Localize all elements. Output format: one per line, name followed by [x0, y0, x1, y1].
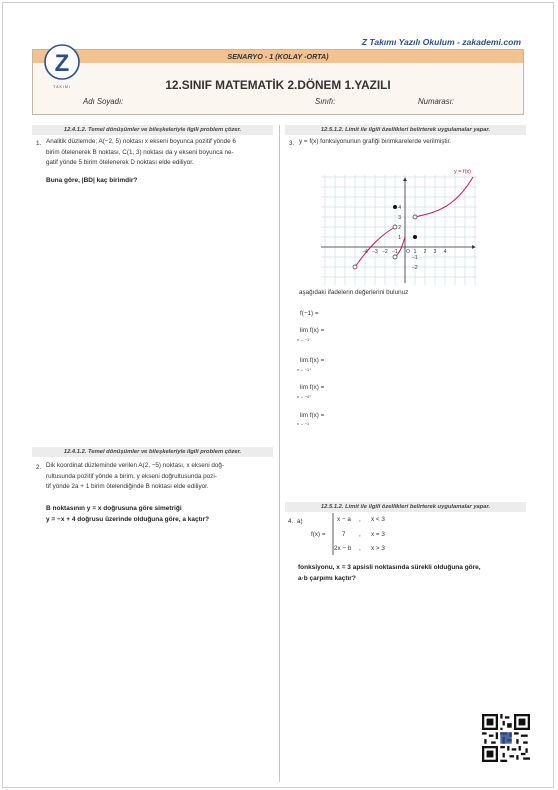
q1-ask: Buna göre, |BD| kaç birimdir?: [46, 177, 138, 184]
q2-ask-line: y = −x + 4 doğrusu üzerinde olduğuna göre, a kaçtır?: [46, 516, 210, 523]
q3-text: y = f(x) fonksiyonunun grafiği birimkarelerde verilmiştir.: [299, 138, 452, 145]
q4-case-expr: 2x − b: [334, 545, 352, 552]
q4-case-cond: x = 3: [371, 531, 385, 538]
q4-case-cond: x > 3: [371, 545, 385, 552]
function-graph: [321, 169, 477, 285]
q2-outcome: 12.4.1.2. Temel dönüşümler ve bileşkeleriyle ilgili problem çözer.: [32, 447, 273, 457]
q2-line: tif yönde 2a + 1 birim ötelendiğinde B noktası elde ediliyor.: [46, 483, 209, 491]
page-frame: [2, 2, 554, 788]
q4-case-sep: ,: [359, 516, 361, 523]
y-tick: 3: [398, 215, 401, 221]
q2-line: rultusunda pozitif yönde a birim, y ekseni doğrultusunda pozi-: [46, 472, 217, 480]
q4-case-sep: ,: [359, 531, 361, 538]
q3-expr-f: f(−1) =: [300, 310, 319, 317]
q2-text: [46, 461, 276, 493]
open-point: [413, 215, 417, 219]
q1-line: birim ötelenerek B noktası, C(1, 3) noktası da y ekseni boyunca ne-: [46, 148, 234, 156]
q4-outcome: 12.5.1.2. Limit ile ilgili özellikleri belirterek uygulamalar yapar.: [285, 502, 526, 512]
q4-ask: [298, 562, 481, 584]
q4-ask-line: fonksiyonu, x = 3 apsisli noktasında sürekli olduğuna göre,: [298, 564, 481, 571]
q2-ask-line: B noktasının y = x doğrusuna göre simetriği: [46, 505, 182, 512]
q3-expr-lim: lim f(x) =: [300, 384, 325, 391]
q4-case-cond: x < 3: [371, 516, 385, 523]
curve-label: y = f(x): [454, 169, 471, 175]
x-tick: −2: [382, 249, 388, 255]
filled-point: [393, 205, 397, 209]
q3-expr-lim: lim f(x) =: [300, 327, 325, 334]
q3-expr-lim-sub: x → −1⁺: [297, 368, 312, 372]
number-label: Numarası:: [418, 97, 454, 106]
q3-expr-lim-sub: x → −4⁺: [297, 395, 312, 399]
y-tick: 2: [398, 225, 401, 231]
q4-case-expr: x − a: [337, 516, 351, 523]
z-logo-icon: [42, 35, 82, 95]
q1-line: Analitik düzlemde; A(−2, 5) noktası x ekseni boyunca pozitif yönde 6: [46, 138, 236, 145]
q4-case-sep: ,: [359, 545, 361, 552]
exam-header: [32, 33, 524, 115]
q3-expr-lim: lim f(x) =: [300, 412, 325, 419]
exam-title: 12.SINIF MATEMATİK 2.DÖNEM 1.YAZILI: [165, 78, 391, 92]
q3-expr-lim: lim f(x) =: [300, 357, 325, 364]
x-tick: −4: [362, 249, 368, 255]
header-box: [32, 49, 524, 115]
open-point: [393, 225, 397, 229]
class-label: Sınıfı:: [315, 97, 336, 106]
q3-expr-lim-sub: x → −1⁻: [297, 338, 312, 342]
q4-number: 4.: [288, 518, 294, 525]
x-tick: 3: [433, 249, 437, 255]
x-tick: 4: [443, 249, 447, 255]
x-tick: O: [406, 249, 410, 255]
q1-outcome: 12.4.1.2. Temel dönüşümler ve bileşkeleriyle ilgili problem çözer.: [32, 125, 273, 135]
q4-part: a): [297, 518, 303, 525]
y-tick: 4: [398, 205, 401, 211]
x-tick: 2: [423, 249, 427, 255]
q4-ask-line: a·b çarpımı kaçtır?: [298, 575, 356, 582]
svg-text:TAKIMI: TAKIMI: [53, 85, 71, 89]
x-tick: −1: [392, 249, 398, 255]
q1-line: gatif yönde 5 birim ötelenerek D noktası elde ediliyor.: [46, 159, 194, 167]
q2-line: Dik koordinat düzleminde verilen A(2, −5) noktası, x ekseni doğ-: [46, 462, 224, 469]
y-tick: −2: [412, 265, 418, 271]
q3-number: 3.: [289, 140, 295, 147]
q3-prompt: aşağıdaki ifadelerin değerlerini bulunuz: [299, 289, 409, 296]
q4-fx: f(x) =: [311, 531, 326, 538]
y-tick: 1: [398, 235, 401, 241]
open-point: [353, 265, 357, 269]
q2-ask: [46, 503, 209, 525]
q3-outcome: 12.5.1.2. Limit ile ilgili özellikleri belirterek uygulamalar yapar.: [285, 125, 526, 135]
column-divider: [279, 125, 280, 782]
q1-number: 1.: [36, 140, 42, 147]
q3-expr-lim-sub: x → −1: [297, 422, 310, 426]
svg-text:Z: Z: [54, 50, 70, 77]
q2-number: 2.: [36, 464, 42, 471]
y-tick: −1: [412, 255, 418, 261]
scenario-band: SENARYO - 1 (KOLAY -ORTA): [33, 50, 523, 63]
site-title: Z Takımı Yazılı Okulum - zakademi.com: [361, 37, 521, 47]
x-tick: 1: [413, 249, 417, 255]
x-tick: −3: [372, 249, 378, 255]
q4-case-expr: 7: [342, 531, 346, 538]
q1-text: [46, 137, 276, 169]
open-point: [393, 255, 397, 259]
name-label: Adı Soyadı:: [83, 97, 124, 106]
qr-code-icon[interactable]: [482, 714, 530, 762]
filled-point: [413, 235, 417, 239]
